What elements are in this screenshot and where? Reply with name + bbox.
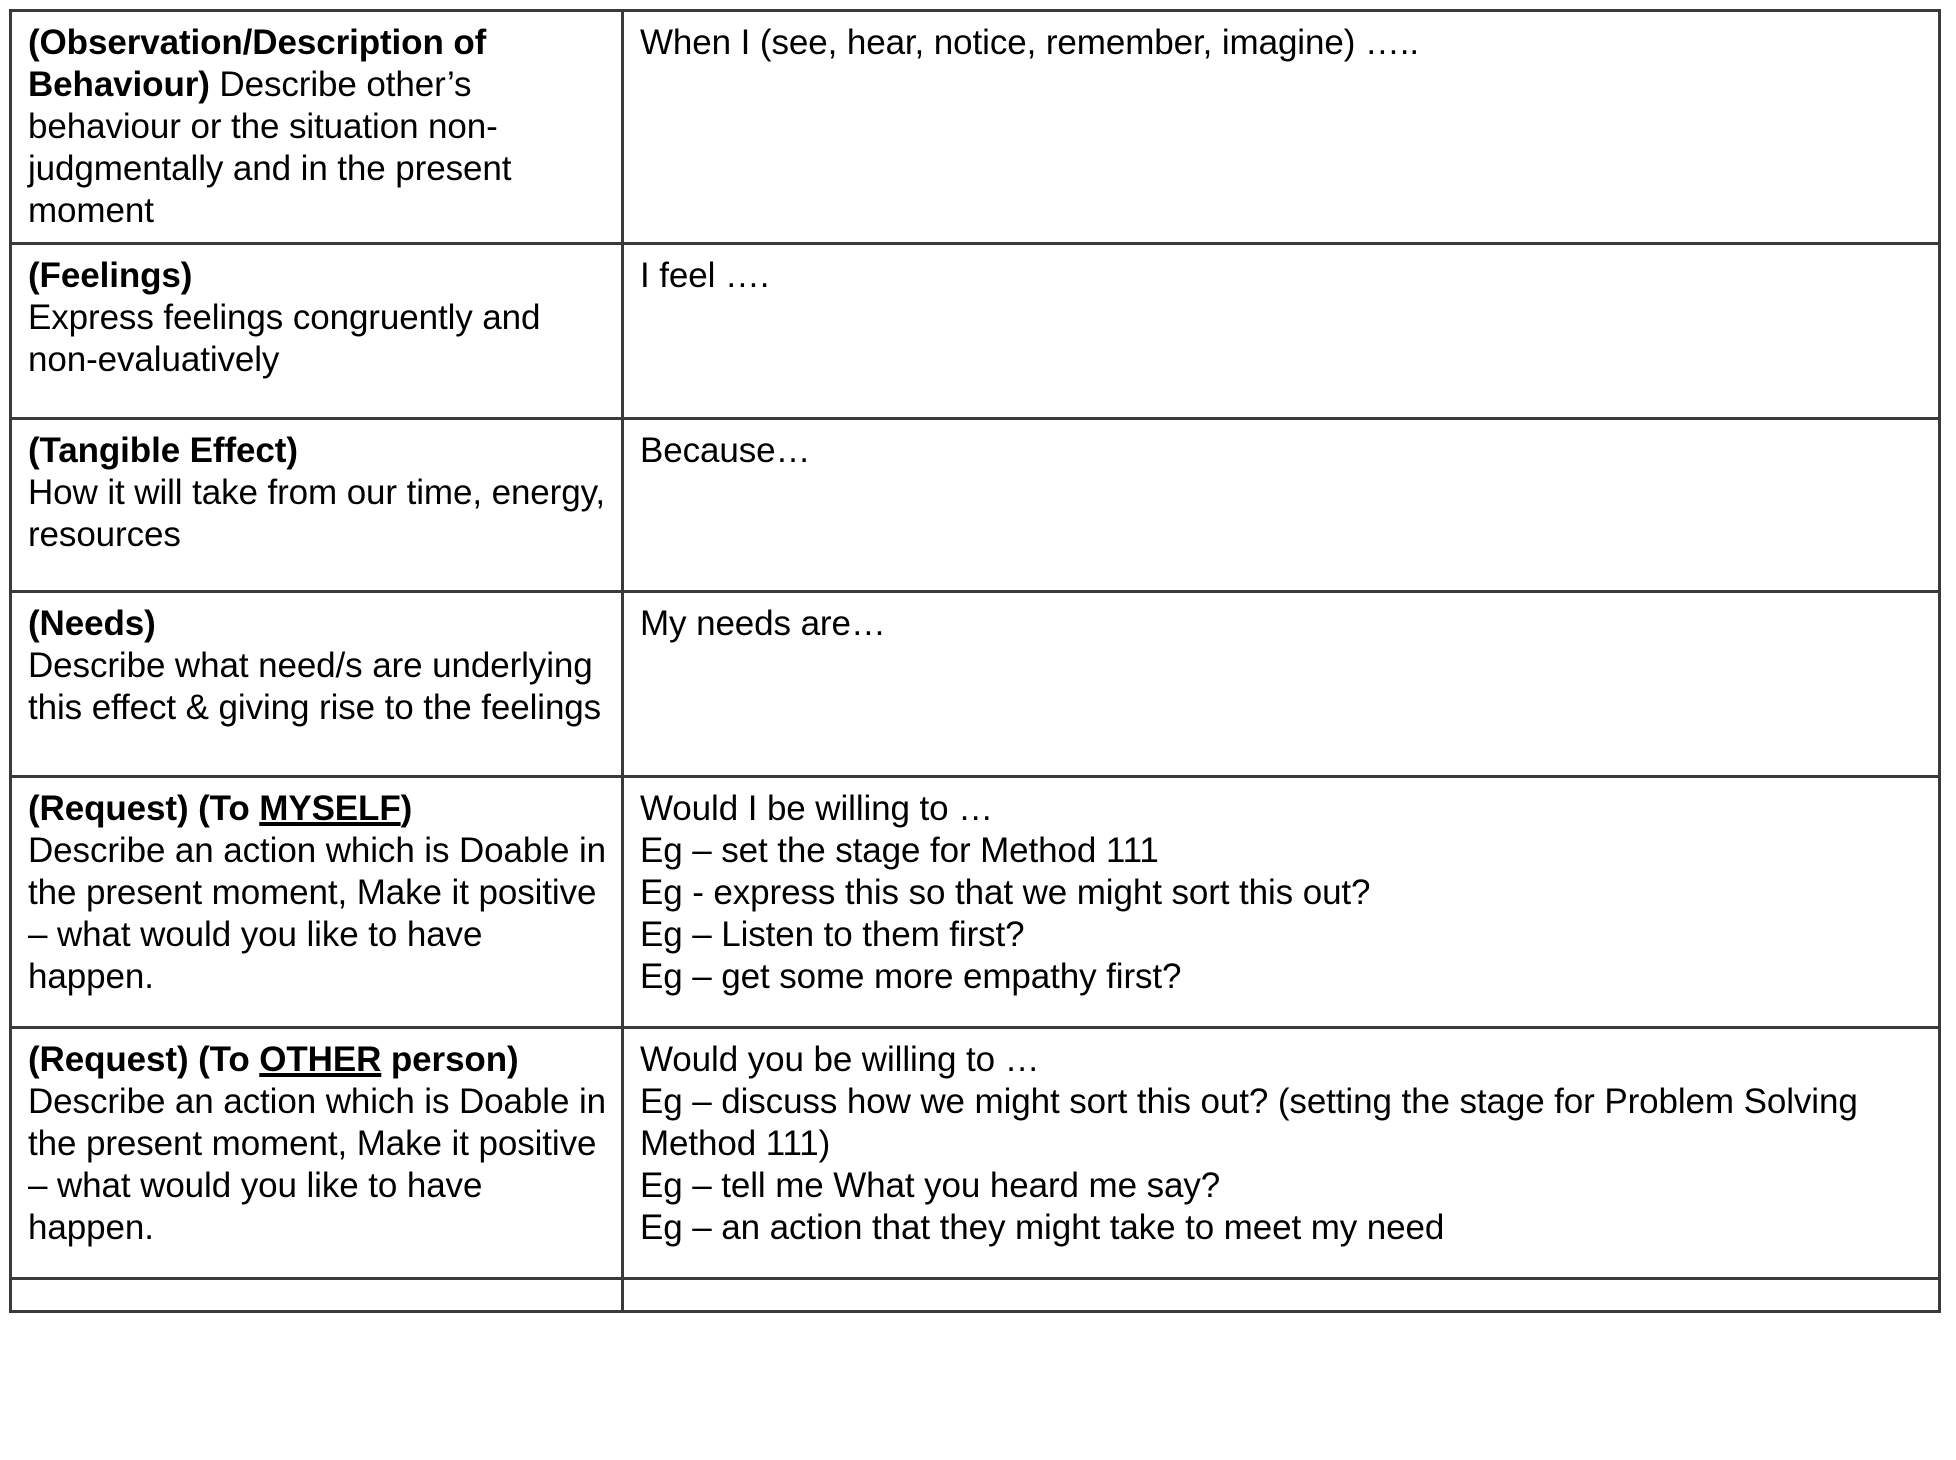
- stem-line: Eg – get some more empathy first?: [640, 957, 1182, 996]
- prompt-label-observation: (Observation/Description of Behaviour): [28, 23, 487, 104]
- cell-prompt-tangible-effect: [11, 419, 623, 592]
- table-row-request-other: [11, 1028, 1940, 1279]
- prompt-body-request-myself: Describe an action which is Doable in the present moment, Make it positive – what would you like to have happen.: [28, 831, 606, 996]
- cell-prompt-needs: [11, 592, 623, 777]
- stem-line: Eg – Listen to them first?: [640, 915, 1025, 954]
- stem-line: Would I be willing to …: [640, 789, 994, 828]
- cell-prompt-feelings: [11, 244, 623, 419]
- stem-line: Eg – an action that they might take to meet my need: [640, 1208, 1445, 1247]
- stem-line: When I (see, hear, notice, remember, imagine) …..: [640, 23, 1420, 62]
- table-row-request-myself: [11, 777, 1940, 1028]
- prompt-body-needs: Describe what need/s are underlying this effect & giving rise to the feelings: [28, 646, 602, 727]
- cell-stem-request-other: [623, 1028, 1940, 1279]
- cell-prompt-request-other: [11, 1028, 623, 1279]
- prompt-label-request-myself: [28, 789, 412, 828]
- cell-stem-blank: [623, 1279, 1940, 1312]
- stem-line: Eg – set the stage for Method 111: [640, 831, 1159, 870]
- prompt-label-tangible-effect: (Tangible Effect): [28, 431, 298, 470]
- prompt-label-emphasis-other: OTHER: [259, 1040, 382, 1079]
- stem-line: I feel ….: [640, 256, 770, 295]
- stem-line: My needs are…: [640, 604, 886, 643]
- cell-stem-observation: [623, 11, 1940, 244]
- prompt-label-suffix: person): [381, 1040, 519, 1079]
- nvc-expression-table: [9, 9, 1941, 1313]
- table-row-blank: [11, 1279, 1940, 1312]
- prompt-body-tangible-effect: How it will take from our time, energy, resources: [28, 473, 606, 554]
- prompt-label-prefix: (Request) (To: [28, 789, 260, 828]
- prompt-body-feelings: Express feelings congruently and non-evaluatively: [28, 298, 541, 379]
- stem-line: Because…: [640, 431, 811, 470]
- table-body: [11, 11, 1940, 1312]
- prompt-body-request-other: Describe an action which is Doable in the present moment, Make it positive – what would you like to have happen.: [28, 1082, 606, 1247]
- stem-line: Eg – tell me What you heard me say?: [640, 1166, 1221, 1205]
- table-row-observation: [11, 11, 1940, 244]
- cell-stem-needs: [623, 592, 1940, 777]
- prompt-label-needs: (Needs): [28, 604, 156, 643]
- prompt-label-prefix: (Request) (To: [28, 1040, 260, 1079]
- stem-line: Would you be willing to …: [640, 1040, 1040, 1079]
- prompt-label-feelings: (Feelings): [28, 256, 193, 295]
- cell-stem-tangible-effect: [623, 419, 1940, 592]
- cell-prompt-observation: [11, 11, 623, 244]
- prompt-label-emphasis-myself: MYSELF: [259, 789, 401, 828]
- cell-stem-request-myself: [623, 777, 1940, 1028]
- cell-stem-feelings: [623, 244, 1940, 419]
- table-row-feelings: [11, 244, 1940, 419]
- cell-prompt-blank: [11, 1279, 623, 1312]
- cell-prompt-request-myself: [11, 777, 623, 1028]
- stem-line: Eg – discuss how we might sort this out? (setting the stage for Problem Solving Method 111): [640, 1082, 1868, 1163]
- prompt-label-suffix: ): [400, 789, 413, 828]
- prompt-body-observation: Describe other’s behaviour or the situation non-judgmentally and in the present moment: [28, 65, 512, 230]
- prompt-label-request-other: [28, 1040, 519, 1079]
- stem-line: Eg - express this so that we might sort this out?: [640, 873, 1371, 912]
- table-row-needs: [11, 592, 1940, 777]
- table-row-tangible-effect: [11, 419, 1940, 592]
